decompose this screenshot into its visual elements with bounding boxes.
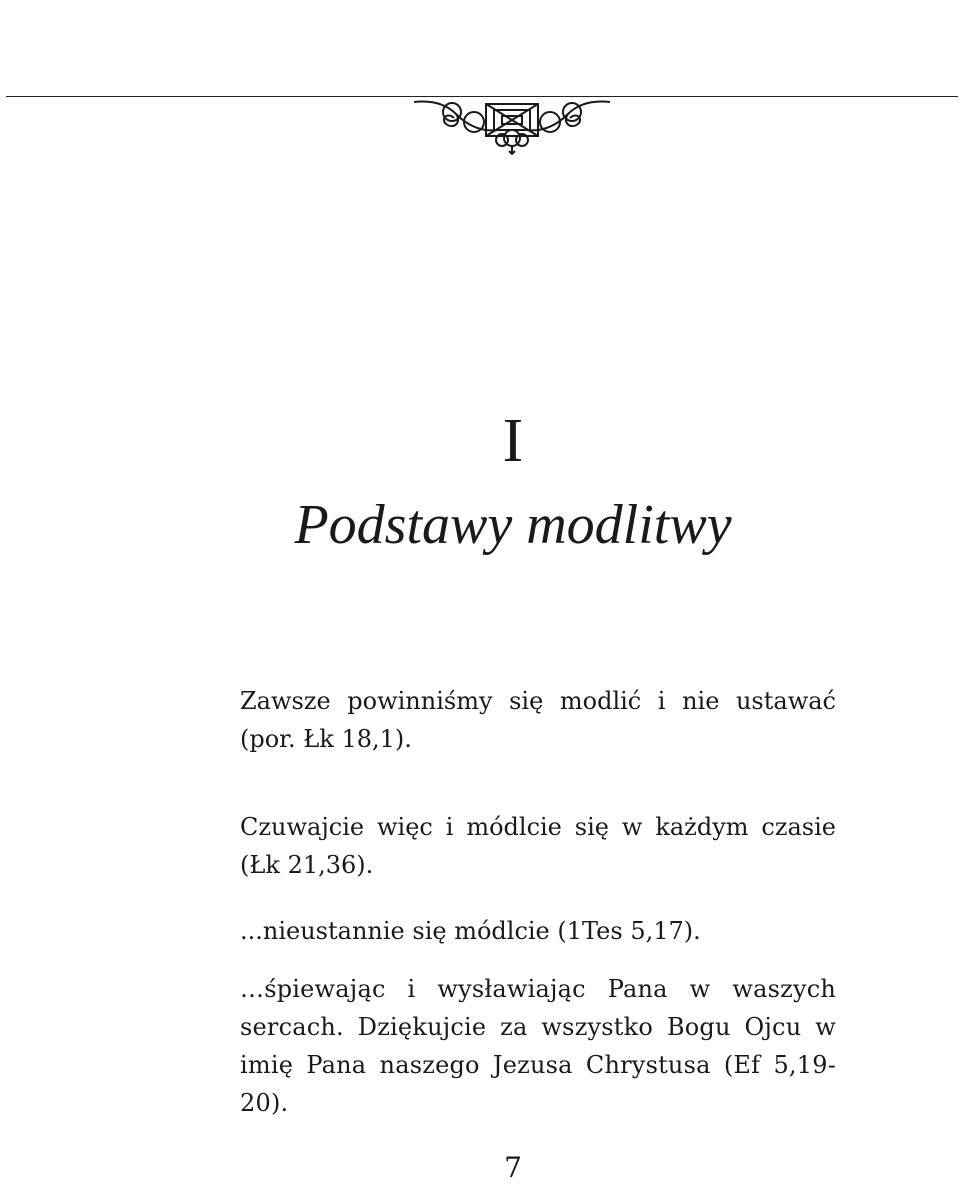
quote-paragraph: Zawsze powinniśmy się modlić i nie ustawać (por. Łk 18,1). bbox=[240, 687, 836, 753]
celtic-knot-ornament-icon bbox=[412, 96, 612, 156]
chapter-number: I bbox=[502, 407, 524, 475]
quote-paragraph: ...nieustannie się módlcie (1Tes 5,17). bbox=[240, 917, 701, 945]
page-number: 7 bbox=[504, 1151, 522, 1184]
quote-paragraph: Czuwajcie więc i módlcie się w każdym czasie (Łk 21,36). bbox=[240, 813, 836, 879]
quote-paragraph: …śpiewając i wysławiając Pana w waszych sercach. Dziękujcie za wszystko Bogu Ojcu w imię Pana naszego Jezusa Chrystusa (Ef 5,19-20). bbox=[240, 975, 836, 1117]
chapter-title: Podstawy modlitwy bbox=[294, 494, 732, 556]
